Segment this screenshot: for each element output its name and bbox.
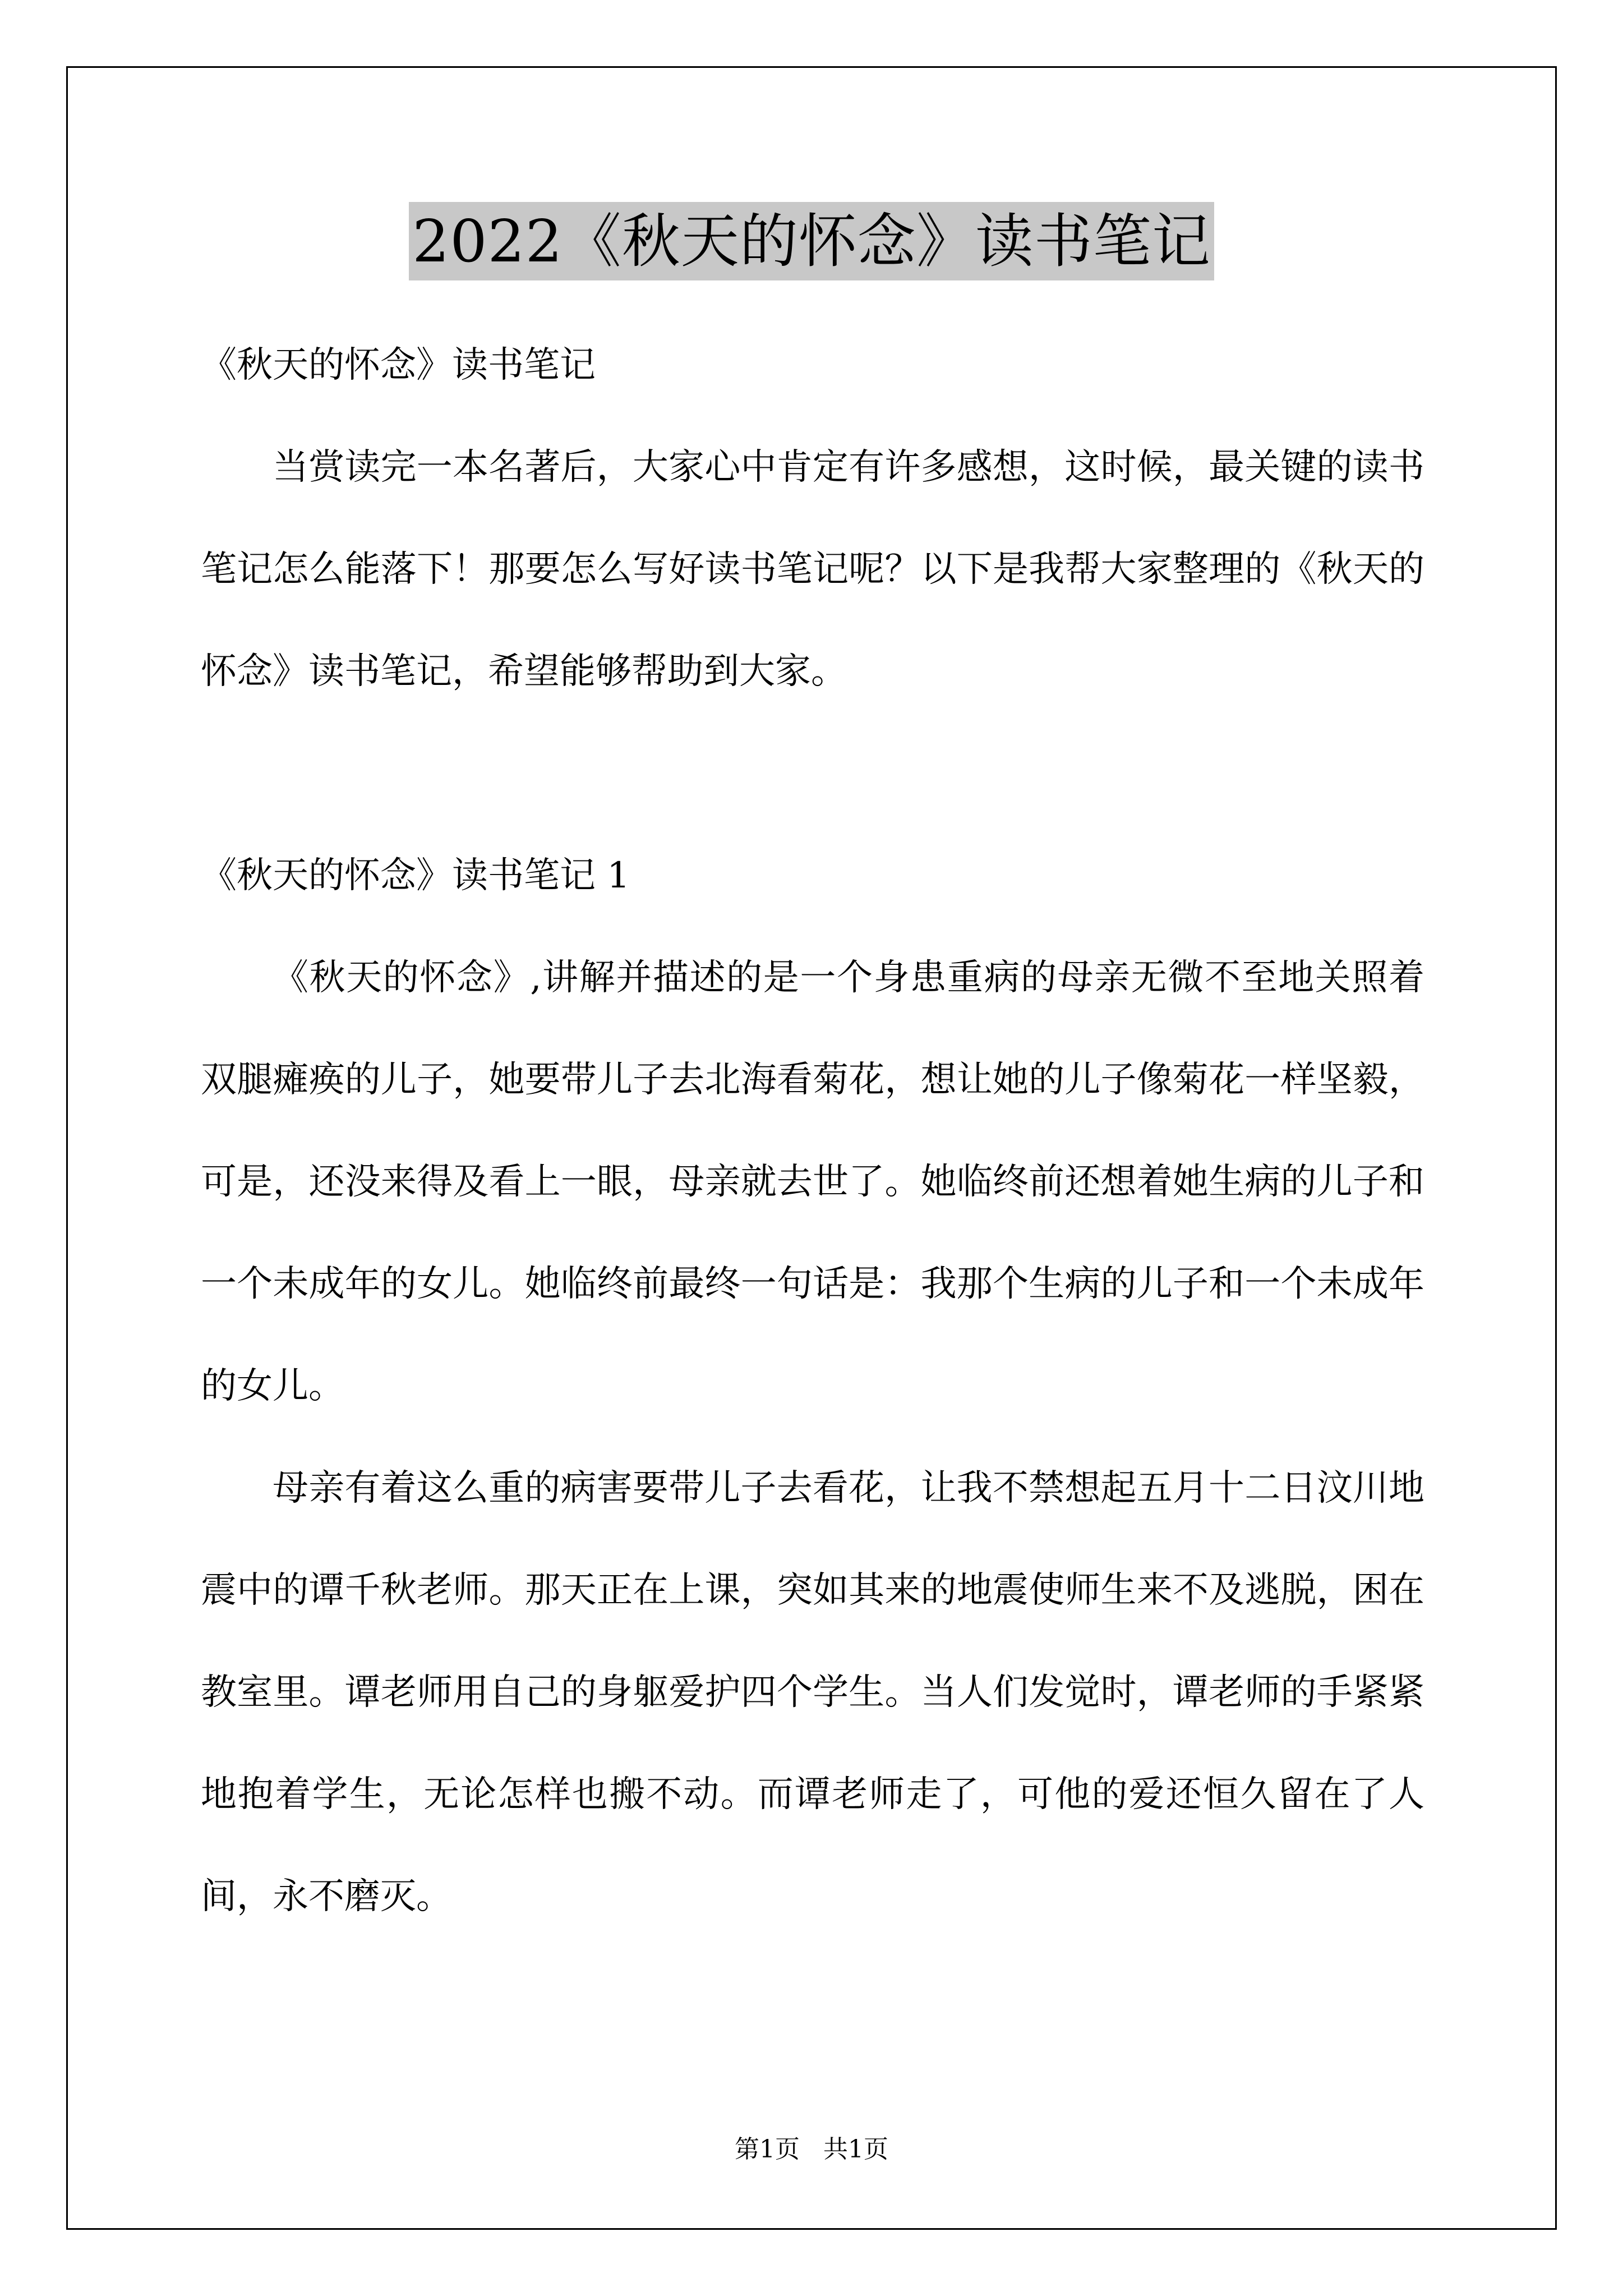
intro-paragraph: 当赏读完一本名著后，大家心中肯定有许多感想，这时候，最关键的读书笔记怎么能落下！那要怎么写好读书笔记呢？以下是我帮大家整理的《秋天的怀念》读书笔记，希望能够帮助到大家。 <box>201 447 1424 692</box>
section-spacer <box>201 723 1424 825</box>
title-area <box>0 202 1623 280</box>
body-paragraph: 母亲有着这么重的病害要带儿子去看花，让我不禁想起五月十二日汶川地震中的谭千秋老师。那天正在上课，突如其来的地震使师生来不及逃脱，困在教室里。谭老师用自己的身躯爱护四个学生。当人们发觉时，谭老师的手紧紧地抱着学生，无论怎样也搬不动。而谭老师走了，可他的爱还恒久留在了人间，永不磨灭。 <box>201 1467 1424 1917</box>
document-body <box>201 314 1424 1948</box>
section-heading: 《秋天的怀念》读书笔记 1 <box>201 855 630 896</box>
body-paragraph: 《秋天的怀念》,讲解并描述的是一个身患重病的母亲无微不至地关照着双腿瘫痪的儿子，她要带儿子去北海看菊花，想让她的儿子像菊花一样坚毅，可是，还没来得及看上一眼，母亲就去世了。她临终前还想着她生病的儿子和一个未成年的女儿。她临终前最终一句话是：我那个生病的儿子和一个未成年的女儿。 <box>201 957 1424 1407</box>
document-subtitle: 《秋天的怀念》读书笔记 <box>201 344 596 386</box>
page-footer <box>0 2133 1623 2166</box>
page-total: 共1页 <box>823 2135 888 2164</box>
document-title: 2022《秋天的怀念》读书笔记 <box>409 202 1214 280</box>
page-number: 第1页 <box>735 2135 800 2164</box>
